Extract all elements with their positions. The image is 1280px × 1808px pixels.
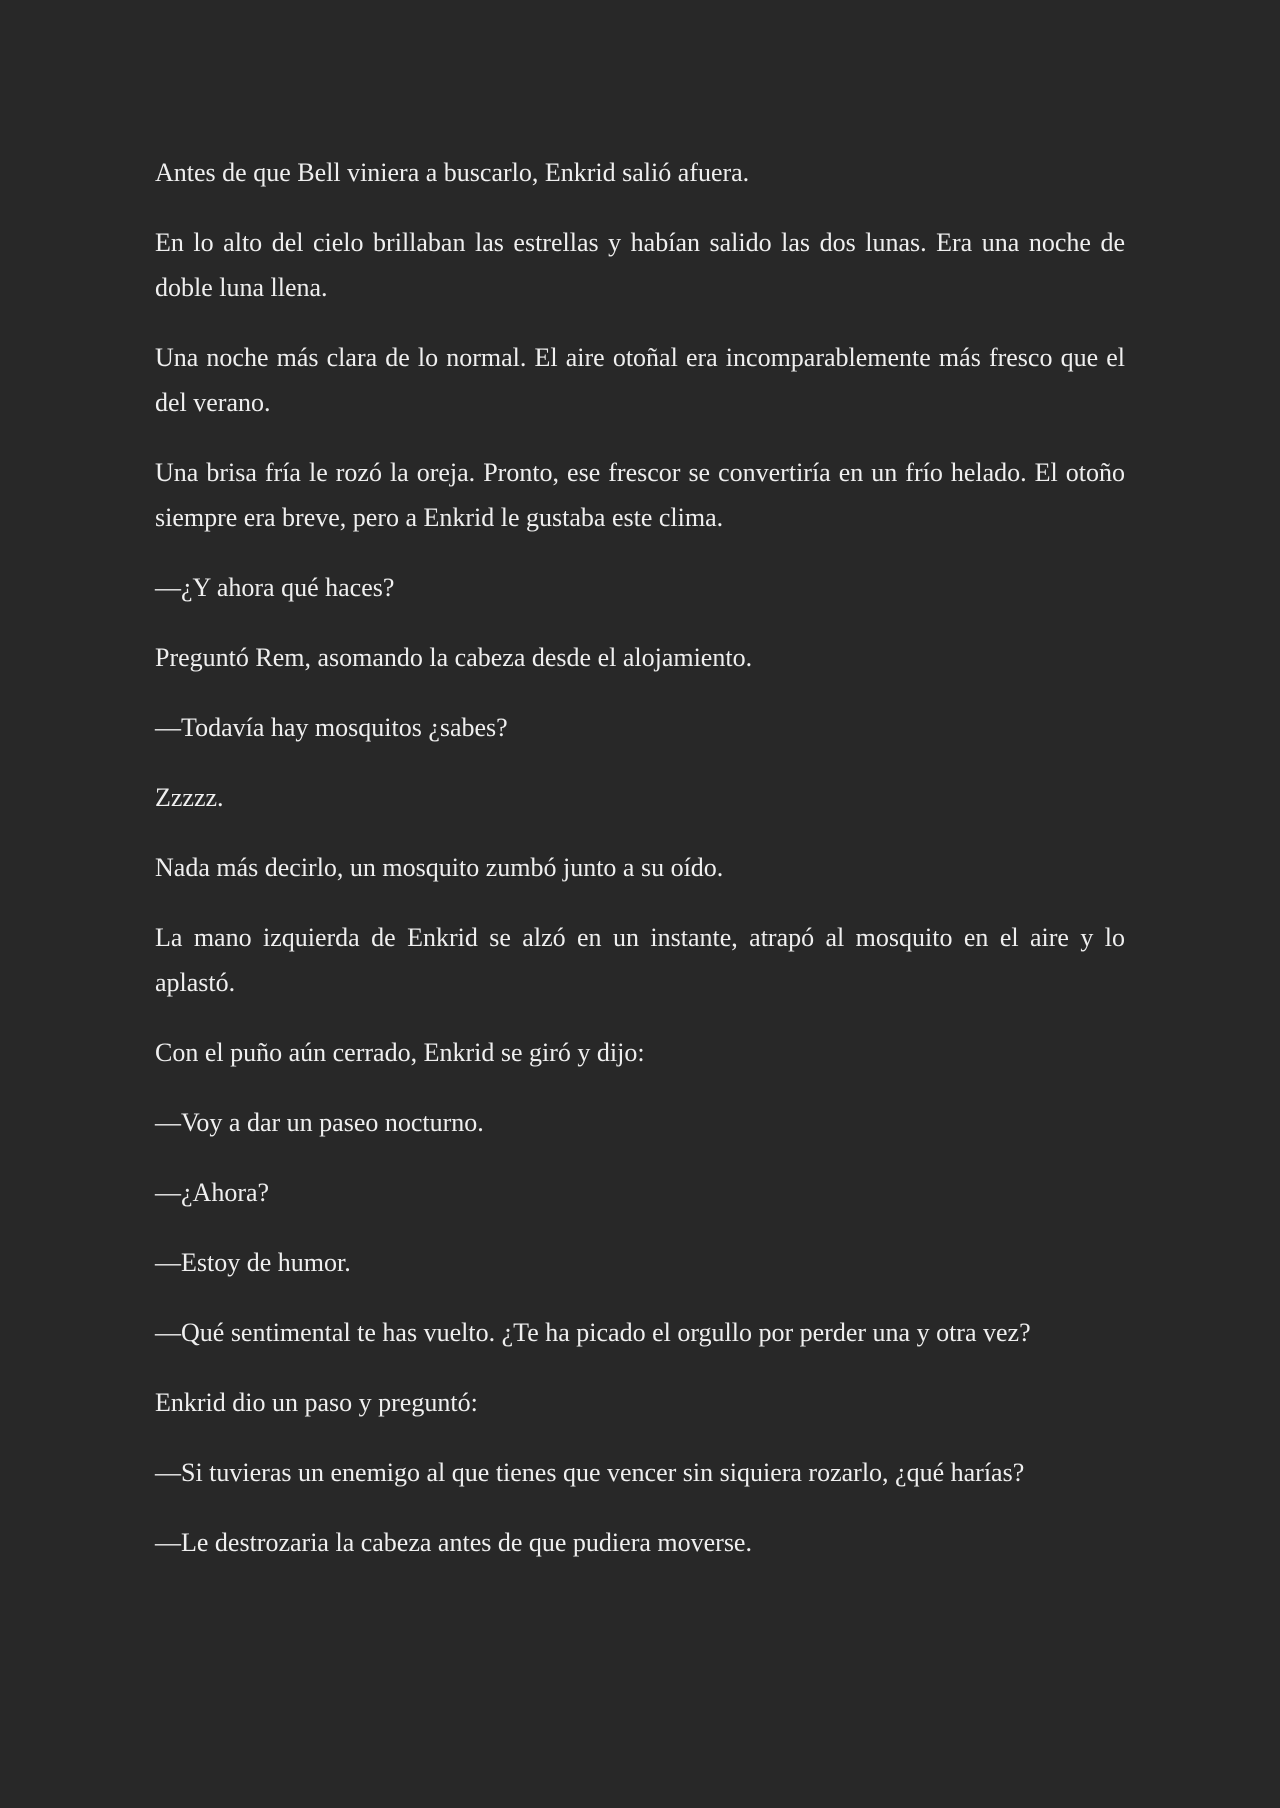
dialogue-line: —Todavía hay mosquitos ¿sabes? [155,713,508,742]
paragraph: Con el puño aún cerrado, Enkrid se giró y dijo: [155,1038,645,1067]
dialogue-line: —Qué sentimental te has vuelto. ¿Te ha picado el orgullo por perder una y otra vez? [155,1318,1031,1347]
dialogue-line: —Si tuvieras un enemigo al que tienes que vencer sin siquiera rozarlo, ¿qué harías? [155,1458,1025,1487]
paragraph: Una noche más clara de lo normal. El aire otoñal era incomparablemente más fresco que el del verano. [155,343,1125,417]
paragraph: Enkrid dio un paso y preguntó: [155,1388,478,1417]
paragraph: Zzzzz. [155,783,224,812]
dialogue-line: —Voy a dar un paseo nocturno. [155,1108,484,1137]
paragraph: Preguntó Rem, asomando la cabeza desde el alojamiento. [155,643,753,672]
paragraph: Antes de que Bell viniera a buscarlo, Enkrid salió afuera. [155,158,750,187]
paragraph: Una brisa fría le rozó la oreja. Pronto, ese frescor se convertiría en un frío helado. El otoño siempre era breve, pero a Enkrid le gustaba este clima. [155,458,1125,532]
dialogue-line: —Estoy de humor. [155,1248,351,1277]
reader-page [155,150,1125,1590]
paragraph: En lo alto del cielo brillaban las estrellas y habían salido las dos lunas. Era una noche de doble luna llena. [155,228,1125,302]
dialogue-line: —¿Ahora? [155,1178,270,1207]
paragraph: La mano izquierda de Enkrid se alzó en un instante, atrapó al mosquito en el aire y lo aplastó. [155,923,1125,997]
paragraph: Nada más decirlo, un mosquito zumbó junto a su oído. [155,853,724,882]
dialogue-line: —Le destrozaria la cabeza antes de que pudiera moverse. [155,1528,752,1557]
dialogue-line: —¿Y ahora qué haces? [155,573,395,602]
